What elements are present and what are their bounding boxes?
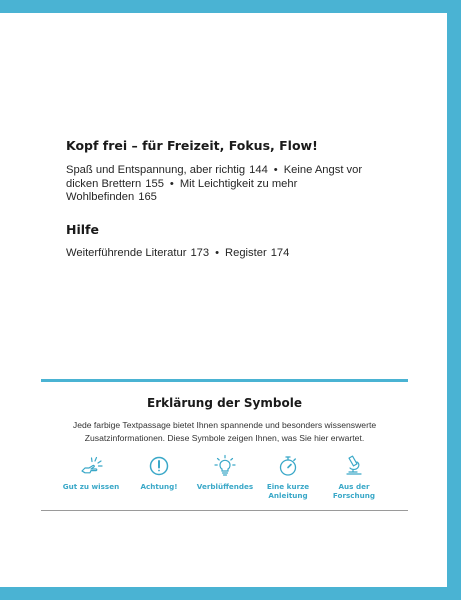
symbol-aus-der-forschung xyxy=(319,454,389,500)
section-title-kopf-frei: Kopf frei – für Freizeit, Fokus, Flow! xyxy=(66,138,318,153)
toc-entry-text: Mit Leichtigkeit zu mehr Wohlbefinden xyxy=(66,177,298,203)
toc-entry-text: Weiterführende Literatur xyxy=(66,247,187,259)
symbol-label: Achtung! xyxy=(140,482,178,491)
toc-entry-page: 174 xyxy=(270,247,290,259)
symbol-label: Aus der Forschung xyxy=(332,482,376,500)
toc-entry-page: 144 xyxy=(249,164,268,176)
section-entries-kopf-frei xyxy=(66,164,366,205)
lightbulb-icon xyxy=(213,454,237,478)
symbol-label: Verblüffendes xyxy=(196,482,254,491)
toc-entry-text: Keine Angst vor dicken Brettern xyxy=(66,164,363,190)
symbol-label: Eine kurze Anleitung xyxy=(266,482,310,500)
toc-entry-text: Register xyxy=(225,247,267,259)
symbol-label: Gut zu wissen xyxy=(62,482,120,491)
stopwatch-icon xyxy=(276,454,300,478)
bottom-divider xyxy=(41,510,408,511)
toc-entry-page: 155 xyxy=(145,177,164,190)
symbol-achtung xyxy=(124,454,194,491)
exclamation-circle-icon xyxy=(147,454,171,478)
section-title-hilfe: Hilfe xyxy=(66,222,99,237)
accent-divider xyxy=(41,379,408,382)
microscope-icon xyxy=(342,454,366,478)
symbols-legend xyxy=(41,454,408,504)
section-entries-hilfe xyxy=(66,247,386,261)
bullet-separator: • xyxy=(215,247,220,259)
symbol-verblueffendes xyxy=(190,454,260,491)
symbol-eine-kurze-anleitung xyxy=(253,454,323,500)
bullet-separator: • xyxy=(169,177,174,190)
book-page xyxy=(0,13,447,587)
bullet-separator: • xyxy=(273,164,278,176)
toc-entry-page: 173 xyxy=(190,247,210,259)
symbols-description: Jede farbige Textpassage bietet Ihnen spannende und besonders wissenswerte Zusatzinformationen. Diese Symbole zeigen Ihnen, was Sie hier erwartet. xyxy=(72,420,377,443)
toc-entry-page: 165 xyxy=(138,191,157,203)
symbol-gut-zu-wissen xyxy=(56,454,126,491)
pointing-hand-icon xyxy=(79,454,103,478)
toc-entry-text: Spaß und Entspannung, aber richtig xyxy=(66,164,246,176)
symbols-title: Erklärung der Symbole xyxy=(147,396,302,410)
